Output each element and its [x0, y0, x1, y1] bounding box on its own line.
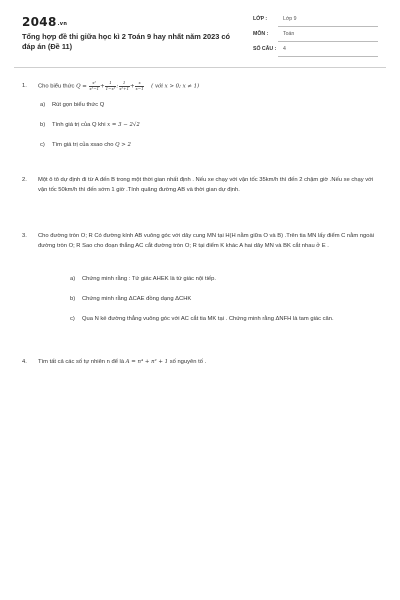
condition: ( với x > 0; x ≠ 1): [151, 83, 200, 90]
question-text: Cho đường tròn O; R Có đường kính AB vuông góc với dây cung MN tại H(H nằm giữa O và B) .Trên tia MN lấy điểm C nằm ngoài đường tròn O; R Sao cho đoạn thẳng AC cắt đường tròn O; R tại điểm K khác A hai dây MN và BK cắt nhau ở E .: [38, 233, 375, 249]
question-text: Tìm tất cả các số tự nhiên n để là A = n⁴ + n² + 1 số nguyên tố .: [38, 359, 207, 365]
meta-class-value: Lớp 9: [283, 16, 297, 22]
header-divider: [14, 67, 386, 68]
question-1: [22, 81, 382, 93]
question-number: 2.: [22, 177, 27, 183]
meta-count-label: SỐ CÂU :: [253, 46, 277, 52]
fraction: $\frac{\text{x²}}{\text{x²−1}}$: [89, 80, 100, 91]
fraction: $\frac{1}{\text{x²+1}}$: [119, 80, 129, 91]
fraction: $\frac{1}{\text{1−x²}}$: [105, 80, 116, 91]
question-4: [22, 357, 382, 369]
question-number: 1.: [22, 83, 27, 89]
question-1-part-b: b) Tính giá trị của Q khi x = 3 − 2√2: [40, 122, 140, 128]
page-header: [0, 0, 400, 62]
meta-divider: [278, 26, 378, 27]
question-text: Một ô tô dự định đi từ A đến B trong một thời gian nhất định . Nếu xe chạy với vận tốc 35km/h thì đến 2 chậm giờ .Nếu xe chạy với vận tốc 50km/h thì đến sớm 1 giờ .Tính quãng đường AB và thời gian dự định.: [38, 177, 374, 193]
question-2: [22, 175, 382, 207]
document-title: Tổng hợp đề thi giữa học kì 2 Toán 9 hay nhất năm 2023 có đáp án (Đề 11): [22, 32, 230, 51]
question-1-part-c: c) Tìm giá trị của xsao cho Q > 2: [40, 142, 131, 148]
question-1-part-a: a) Rút gọn biểu thức Q: [40, 102, 105, 108]
meta-count-value: 4: [283, 46, 286, 52]
meta-subject-label: MÔN :: [253, 31, 269, 37]
site-logo[interactable]: [22, 15, 67, 29]
question-text: Cho biểu thức Q = $\frac{\text{x²}}{\text{x²−1}}$ + $\frac{1}{\text{1−x²}}$ : $\frac{1}{\text{x²+1}}$ + $\frac{x}{x-1}$ ( với x > 0; x ≠ 1): [38, 80, 200, 91]
logo-domain: .vn: [57, 21, 68, 27]
meta-class-row: [253, 14, 378, 27]
meta-divider: [278, 56, 378, 57]
logo-text: 2048: [22, 15, 57, 29]
fraction: $\frac{x}{x-1}$: [135, 80, 144, 91]
meta-subject-row: [253, 29, 378, 42]
question-3: [22, 231, 382, 263]
meta-count-row: [253, 44, 378, 57]
question-3-part-c: c) Qua N kẻ đường thẳng vuông góc với AC cắt tia MK tại . Chứng minh rằng ΔNFH là tam giác cân.: [70, 316, 334, 322]
question-number: 4.: [22, 359, 27, 365]
question-3-part-b: b) Chứng minh rằng ΔCAE đồng dạng ΔCHK: [70, 296, 192, 302]
meta-subject-value: Toán: [283, 31, 295, 37]
meta-class-label: LỚP :: [253, 16, 268, 22]
question-3-part-a: a) Chứng minh rằng : Tứ giác AHEK là tứ giác nội tiếp.: [70, 276, 216, 282]
meta-divider: [278, 41, 378, 42]
question-number: 3.: [22, 233, 27, 239]
